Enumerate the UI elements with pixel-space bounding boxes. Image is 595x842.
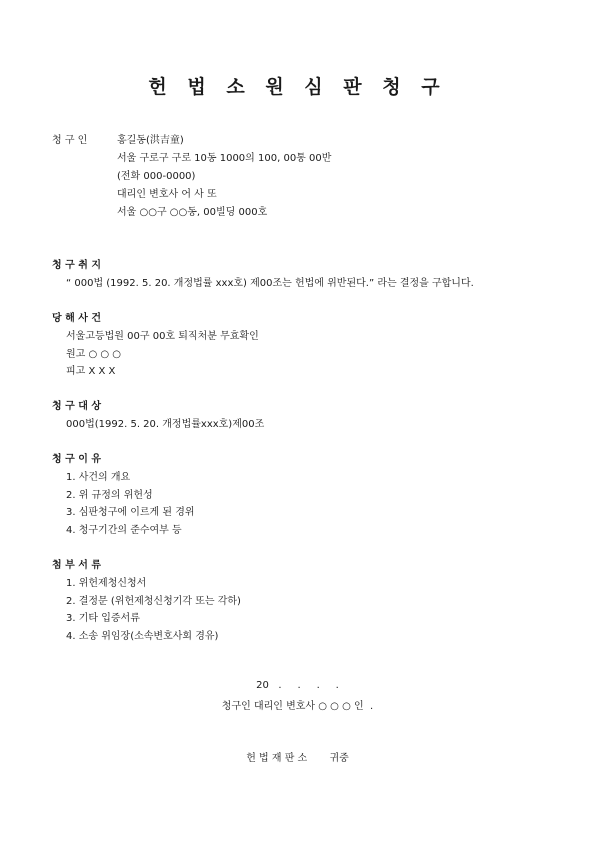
reason-item: 4. 청구기간의 준수여부 등: [66, 525, 182, 536]
filing-date: 20 . . . .: [256, 680, 339, 691]
case-line: 피고 X X X: [66, 366, 116, 377]
target-line: 000법(1992. 5. 20. 개정법률xxx호)제00조: [66, 419, 265, 430]
target-heading: 청 구 대 상: [52, 401, 102, 412]
signature-line: 청구인 대리인 변호사 ○ ○ ○ 인 .: [221, 701, 374, 712]
attachment-item: 2. 결정문 (위헌제청신청기각 또는 각하): [66, 596, 241, 607]
reasons-heading: 청 구 이 유: [52, 454, 102, 465]
agent-address: 서울 ○○구 ○○동, 00빌딩 000호: [117, 207, 268, 218]
attachment-item: 4. 소송 위임장(소속변호사회 경유): [66, 631, 219, 642]
reason-item: 2. 위 규정의 위헌성: [66, 490, 153, 501]
reason-item: 3. 심판청구에 이르게 된 경위: [66, 507, 195, 518]
applicant-name: 홍길동(洪吉童): [117, 135, 184, 146]
attachments-heading: 첨 부 서 류: [52, 560, 102, 571]
applicant-label: 청 구 인: [52, 135, 88, 146]
attachment-item: 3. 기타 입증서류: [66, 613, 140, 624]
applicant-phone: (전화 000-0000): [117, 171, 196, 182]
case-line: 서울고등법원 00구 00호 퇴직처분 무효확인: [66, 331, 259, 342]
case-line: 원고 ○ ○ ○: [66, 349, 122, 360]
reason-item: 1. 사건의 개요: [66, 472, 131, 483]
applicant-address: 서울 구로구 구로 10동 1000의 100, 00통 00반: [117, 153, 332, 164]
purpose-text: “ 000법 (1992. 5. 20. 개정법률 xxx호) 제00조는 헌법에 위반된다.” 라는 결정을 구합니다.: [66, 278, 474, 289]
document-title: 헌 법 소 원 심 판 청 구: [148, 76, 447, 98]
addressee: 헌 법 재 판 소 귀중: [246, 753, 349, 764]
case-heading: 당 해 사 건: [52, 313, 102, 324]
attachment-item: 1. 위헌제청신청서: [66, 578, 147, 589]
agent-lawyer: 대리인 변호사 어 사 또: [117, 189, 217, 200]
purpose-heading: 청 구 취 지: [52, 260, 102, 271]
